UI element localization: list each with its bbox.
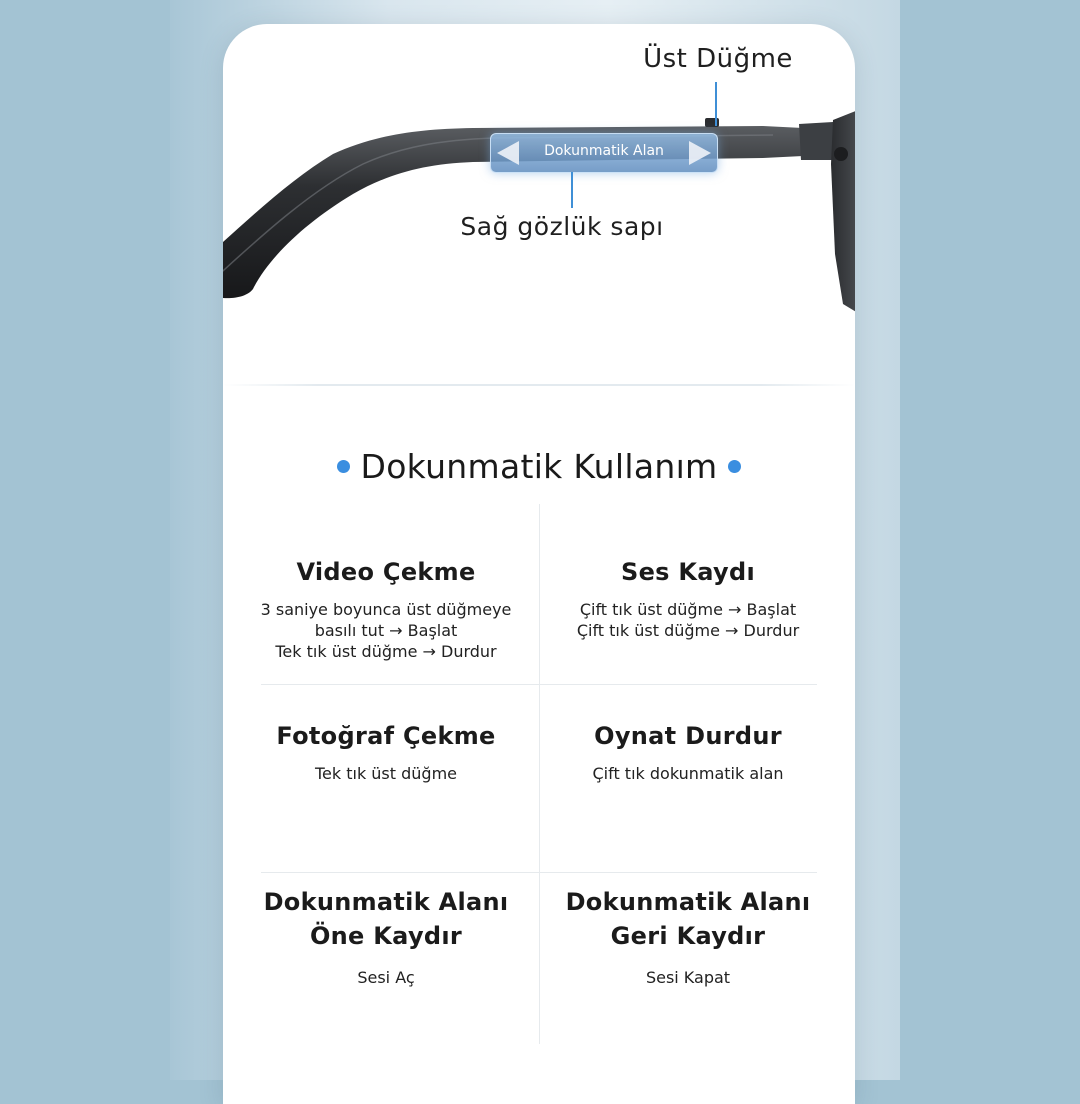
function-audio-recording	[543, 555, 833, 641]
arrow-right-icon	[689, 141, 711, 165]
function-title: Fotoğraf Çekme	[276, 722, 496, 750]
function-title: Geri Kaydır	[610, 922, 766, 950]
function-title: Dokunmatik Alanı	[263, 888, 509, 916]
function-volume-up	[241, 885, 531, 988]
function-title: Video Çekme	[296, 558, 476, 586]
function-desc: 3 saniye boyunca üst düğmeye	[260, 600, 512, 619]
function-desc: Çift tık dokunmatik alan	[592, 764, 784, 783]
top-button-label: Üst Düğme	[643, 44, 793, 74]
grid-horizontal-divider	[261, 684, 817, 685]
function-desc: Sesi Kapat	[645, 968, 731, 987]
right-arm-callout-line	[567, 172, 577, 212]
function-title: Oynat Durdur	[594, 722, 782, 750]
function-desc: Tek tık üst düğme → Durdur	[275, 642, 497, 661]
function-title: Öne Kaydır	[309, 922, 463, 950]
touch-area-highlight	[490, 133, 718, 173]
product-illustration	[223, 24, 855, 384]
grid-vertical-divider	[539, 504, 540, 1044]
function-desc: basılı tut → Başlat	[314, 621, 458, 640]
content-card	[223, 24, 855, 1104]
top-button-callout-line	[711, 82, 721, 128]
function-play-pause	[543, 719, 833, 784]
grid-horizontal-divider	[261, 872, 817, 873]
right-arm-label: Sağ gözlük sapı	[460, 212, 664, 241]
function-title: Dokunmatik Alanı	[565, 888, 811, 916]
function-desc: Tek tık üst düğme	[314, 764, 458, 783]
bullet-dot-icon	[337, 460, 350, 473]
section-divider	[223, 384, 855, 386]
function-volume-down	[543, 885, 833, 988]
section-title-text: Dokunmatik Kullanım	[360, 447, 718, 486]
function-video	[241, 555, 531, 662]
function-photo	[241, 719, 531, 784]
function-desc: Sesi Aç	[357, 968, 415, 987]
touch-area-label: Dokunmatik Alan	[544, 143, 664, 159]
section-title	[223, 447, 855, 486]
function-title: Ses Kaydı	[620, 558, 755, 586]
function-desc: Çift tık üst düğme → Durdur	[576, 621, 800, 640]
function-desc: Çift tık üst düğme → Başlat	[579, 600, 797, 619]
bullet-dot-icon	[728, 460, 741, 473]
